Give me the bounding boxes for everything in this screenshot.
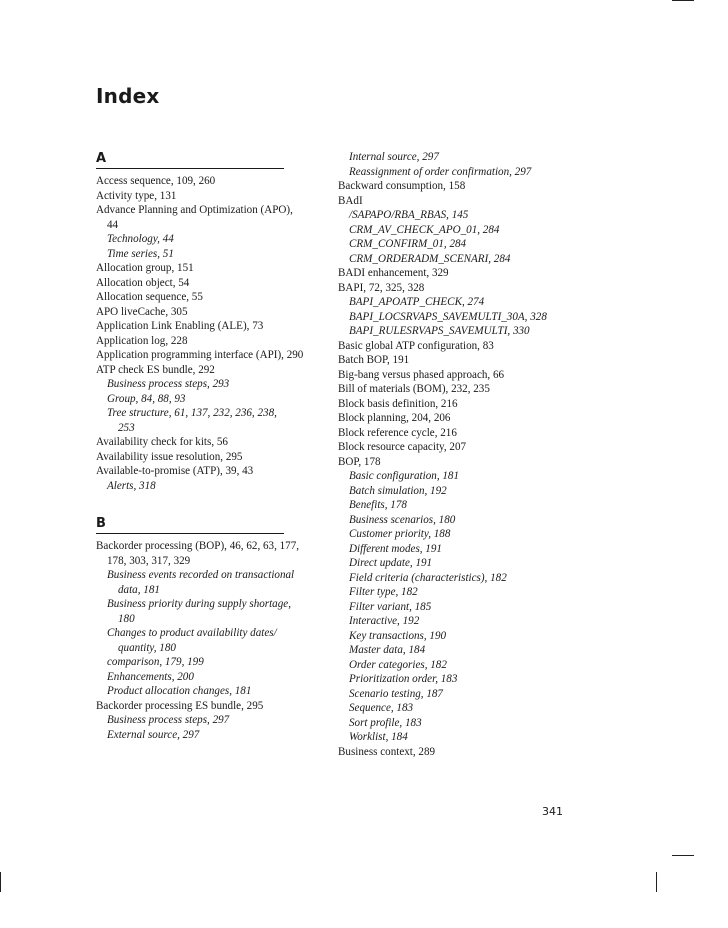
index-subentry: Sequence, 183 [349,702,414,714]
index-entry: Allocation sequence, 55 [96,291,203,303]
index-entry: Advance Planning and Optimization (APO), [96,204,293,216]
index-entry: Backorder processing ES bundle, 295 [96,699,264,712]
section-letter-b: B [96,515,284,534]
index-subentry: 253 [118,421,135,434]
index-entry: Availability issue resolution, 295 [96,450,243,463]
index-subentry: Batch simulation, 192 [349,484,447,497]
crop-mark-bottom-right-v [656,872,657,892]
index-subentry: Alerts, 318 [107,479,156,492]
index-subentry: Enhancements, 200 [107,670,194,683]
index-entry: APO liveCache, 305 [96,305,188,318]
index-subentry: Master data, 184 [349,644,426,656]
index-entry: 44 [107,218,119,231]
index-subentry: Changes to product availability dates/ [107,627,277,639]
index-subentry: Scenario testing, 187 [349,687,443,700]
index-subentry: Interactive, 192 [349,615,420,627]
index-subentry: Business process steps, 293 [107,378,230,390]
index-column-left [96,150,332,742]
index-subentry: Technology, 44 [107,233,174,245]
index-section-b [96,515,332,742]
index-entry: Business context, 289 [338,745,436,758]
index-subentry: Tree structure, 61, 137, 232, 236, 238, [107,407,277,419]
crop-mark-bottom-right-h [672,855,694,856]
index-subentry: Reassignment of order confirmation, 297 [349,165,532,178]
index-subentry: CRM_CONFIRM_01, 284 [349,238,467,250]
index-subentry: Field criteria (characteristics), 182 [349,571,507,584]
index-entry: BAdI [338,194,363,207]
index-entry-list-b [96,539,332,742]
index-entry: 178, 303, 317, 329 [107,554,191,567]
index-subentry: Internal source, 297 [349,151,439,163]
section-letter-a: A [96,150,284,169]
index-entry: Application programming interface (API), 290 [96,349,304,361]
index-entry: Batch BOP, 191 [338,354,410,366]
index-entry-list-continued [338,150,574,759]
index-subentry: Group, 84, 88, 93 [107,392,186,405]
index-subentry: Different modes, 191 [349,542,442,555]
index-entry: Block resource capacity, 207 [338,441,467,453]
index-entry: Block basis definition, 216 [338,397,458,410]
index-entry: Block planning, 204, 206 [338,412,451,424]
index-column-right [338,150,574,759]
index-entry: Allocation group, 151 [96,262,194,274]
crop-mark-bottom-left-v [0,872,1,892]
index-subentry: Business process steps, 297 [107,714,230,726]
index-entry: Big-bang versus phased approach, 66 [338,368,505,381]
index-subentry: Key transactions, 190 [349,629,447,642]
index-subentry: /SAPAPO/RBA_RBAS, 145 [349,209,469,221]
index-entry: Application log, 228 [96,334,188,347]
index-subentry: data, 181 [118,583,160,596]
index-subentry: Order categories, 182 [349,658,447,671]
page-number: 341 [542,805,563,818]
index-entry: BOP, 178 [338,455,381,468]
index-section-a [96,150,332,493]
index-subentry: CRM_AV_CHECK_APO_01, 284 [349,223,500,236]
page-title: Index [96,84,160,108]
index-entry: Availability check for kits, 56 [96,436,228,448]
index-subentry: Benefits, 178 [349,499,407,511]
index-subentry: Business scenarios, 180 [349,513,456,526]
index-subentry: BAPI_APOATP_CHECK, 274 [349,296,485,308]
index-entry: Activity type, 131 [96,189,177,202]
index-subentry: Business priority during supply shortage, [107,598,291,610]
index-subentry: Time series, 51 [107,247,174,260]
index-entry: Bill of materials (BOM), 232, 235 [338,383,490,395]
index-subentry: Sort profile, 183 [349,716,422,729]
index-entry: Allocation object, 54 [96,276,190,289]
index-subentry: comparison, 179, 199 [107,656,204,668]
index-subentry: External source, 297 [107,728,200,741]
index-subentry: Worklist, 184 [349,731,408,743]
index-subentry: BAPI_RULESRVAPS_SAVEMULTI, 330 [349,325,530,337]
index-entry: Application Link Enabling (ALE), 73 [96,320,264,332]
index-entry: BAPI, 72, 325, 328 [338,281,425,294]
index-subentry: Basic configuration, 181 [349,470,460,482]
index-subentry: Prioritization order, 183 [349,673,458,685]
index-entry: Available-to-promise (ATP), 39, 43 [96,465,254,477]
index-entry: BADI enhancement, 329 [338,267,449,279]
index-entry: Block reference cycle, 216 [338,426,457,439]
index-entry-list-a [96,174,332,493]
index-entry: Access sequence, 109, 260 [96,175,216,187]
index-subentry: CRM_ORDERADM_SCENARI, 284 [349,252,511,265]
index-entry: Backorder processing (BOP), 46, 62, 63, 177, [96,540,300,552]
crop-mark-top-right [672,0,694,1]
index-subentry: quantity, 180 [118,641,176,654]
index-entry: ATP check ES bundle, 292 [96,363,215,376]
index-subentry: BAPI_LOCSRVAPS_SAVEMULTI_30A, 328 [349,310,547,323]
index-subentry: Customer priority, 188 [349,528,451,540]
index-entry: Backward consumption, 158 [338,180,466,192]
index-subentry: Product allocation changes, 181 [107,685,252,697]
index-subentry: Direct update, 191 [349,557,433,569]
index-subentry: 180 [118,612,135,625]
index-subentry: Filter type, 182 [349,586,418,598]
index-entry: Basic global ATP configuration, 83 [338,339,494,352]
index-subentry: Business events recorded on transactional [107,569,295,581]
index-subentry: Filter variant, 185 [349,600,432,613]
